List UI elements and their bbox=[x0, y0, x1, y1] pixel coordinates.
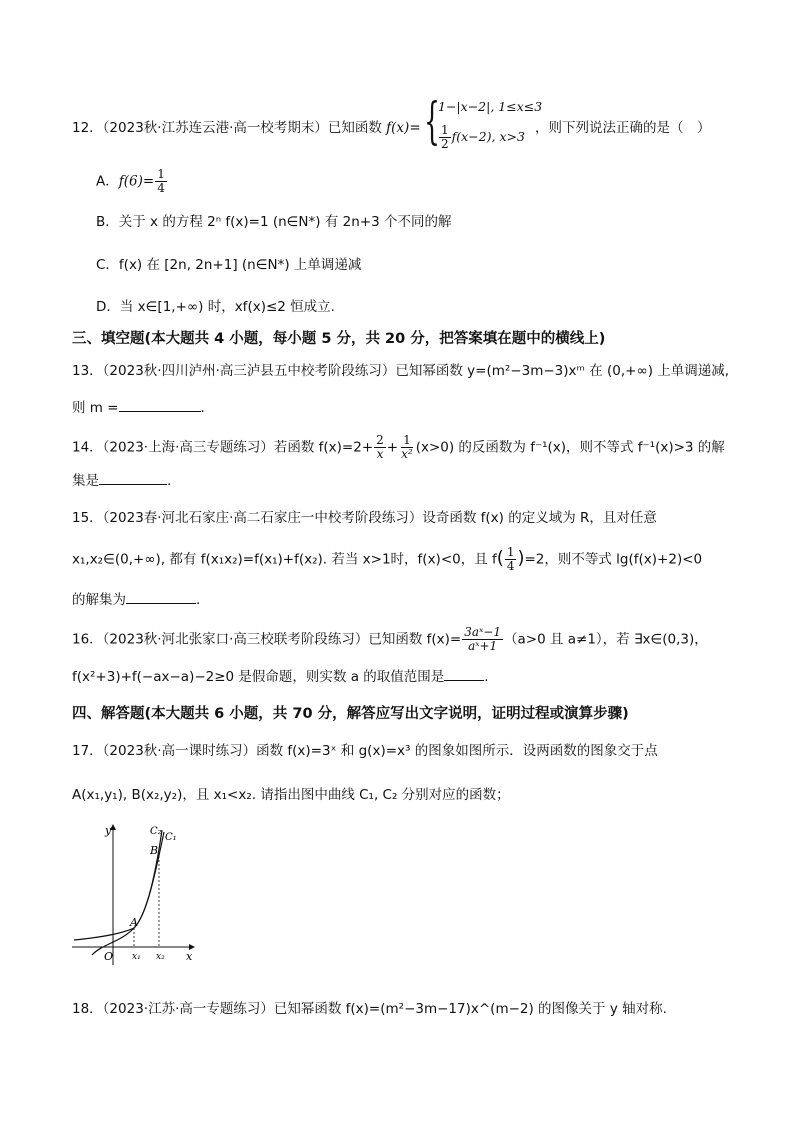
label-a: A bbox=[130, 916, 138, 929]
q13-answer-blank bbox=[119, 397, 201, 412]
section-3-heading: 三、填空题(本大题共 4 小题，每小题 5 分，共 20 分，把答案填在题中的横线上) bbox=[72, 331, 606, 347]
q16-line1: 16．（2023秋·河北张家口·高三校联考阶段练习）已知函数 f(x)= $\frac{\text{3aˣ−1}}{\text{aˣ+1}}$ （a>0 且 a≠1），若 ∃x∈(0,3)， bbox=[72, 625, 708, 653]
q12-case2-fraction: $\frac{1}{2}$ bbox=[441, 123, 449, 151]
q12-option-c: C．f(x) 在 [2n, 2n+1] (n∈N*) 上单调递减 bbox=[96, 257, 362, 273]
q16-answer-blank bbox=[444, 666, 484, 681]
q17-line2: A(x₁,y₁), B(x₂,y₂)，且 x₁<x₂. 请指出图中曲线 C₁, C₂ 分别对应的函数； bbox=[72, 787, 510, 803]
q12-option-d: D．当 x∈[1,+∞) 时，xf(x)≤2 恒成立. bbox=[96, 299, 335, 315]
q12-case2: $\frac{1}{2}$ f(x−2), x>3 bbox=[441, 123, 525, 151]
q12-stem-tail: ，则下列说法正确的是（ ） bbox=[535, 120, 711, 136]
q12-source: 12．（2023秋·江苏连云港·高一校考期末）已知函数 bbox=[72, 120, 382, 136]
label-y: y bbox=[105, 824, 112, 837]
q13-line2: 则 m = . bbox=[72, 397, 733, 419]
q14-answer-blank bbox=[99, 470, 167, 485]
q15-line2: x₁,x₂∈(0,+∞), 都有 f(x₁x₂)=f(x₁)+f(x₂). 若当 x>1时，f(x)<0，且 f( $\frac{1}{4}$ )=2，则不等式 lg(f(x)+2)<0 bbox=[72, 545, 703, 573]
q14-line2: 集是 . bbox=[72, 470, 733, 492]
q15-line1: 15．（2023春·河北石家庄·高二石家庄一中校考阶段练习）设奇函数 f(x) 的定义域为 R，且对任意 bbox=[72, 510, 657, 526]
label-b: B bbox=[150, 844, 159, 857]
q12-option-a: A．f(6)= $\frac{1}{4}$ bbox=[96, 167, 165, 195]
q13-line1: 13．（2023秋·四川泸州·高三泸县五中校考阶段练习）已知幂函数 y=(m²−3m−3)xᵐ 在 (0,+∞) 上单调递减, bbox=[72, 363, 730, 379]
q12-function-name: f(x)= bbox=[386, 120, 421, 136]
label-origin: O bbox=[104, 950, 114, 963]
label-x: x bbox=[186, 950, 193, 963]
label-c2: C₂ bbox=[150, 826, 162, 837]
q18-line1: 18．（2023·江苏·高一专题练习）已知幂函数 f(x)=(m²−3m−17)x^(m−2) 的图像关于 y 轴对称. bbox=[72, 1001, 667, 1017]
q17-line1: 17．（2023秋·高一课时练习）函数 f(x)=3ˣ 和 g(x)=x³ 的图象如图所示．设两函数的图象交于点 bbox=[72, 743, 658, 759]
q15-answer-blank bbox=[126, 589, 196, 604]
label-c1: C₁ bbox=[165, 832, 177, 843]
section-4-heading: 四、解答题(本大题共 6 小题，共 70 分，解答应写出文字说明，证明过程或演算步骤) bbox=[72, 706, 629, 722]
q12-brace: { bbox=[424, 92, 440, 150]
q14-line1: 14．（2023·上海·高三专题练习）若函数 f(x)=2+ $\frac{2}{x}$ + $\frac{1}{\text{x²}}$ (x>0) 的反函数为 f⁻¹(x)，则不等式 f⁻¹(x)>3 的解 bbox=[72, 433, 725, 461]
label-x1: x₁ bbox=[132, 952, 141, 962]
q15-line3: 的解集为 . bbox=[72, 589, 733, 611]
q17-graph-figure bbox=[66, 820, 206, 968]
q12-case1: 1−|x−2|, 1≤x≤3 bbox=[438, 99, 543, 114]
label-x2: x₂ bbox=[156, 952, 165, 962]
q12-option-b: B．关于 x 的方程 2ⁿ f(x)=1 (n∈N*) 有 2n+3 个不同的解 bbox=[96, 214, 452, 230]
q16-line2: f(x²+3)+f(−ax−a)−2≥0 是假命题，则实数 a 的取值范围是 . bbox=[72, 666, 733, 688]
